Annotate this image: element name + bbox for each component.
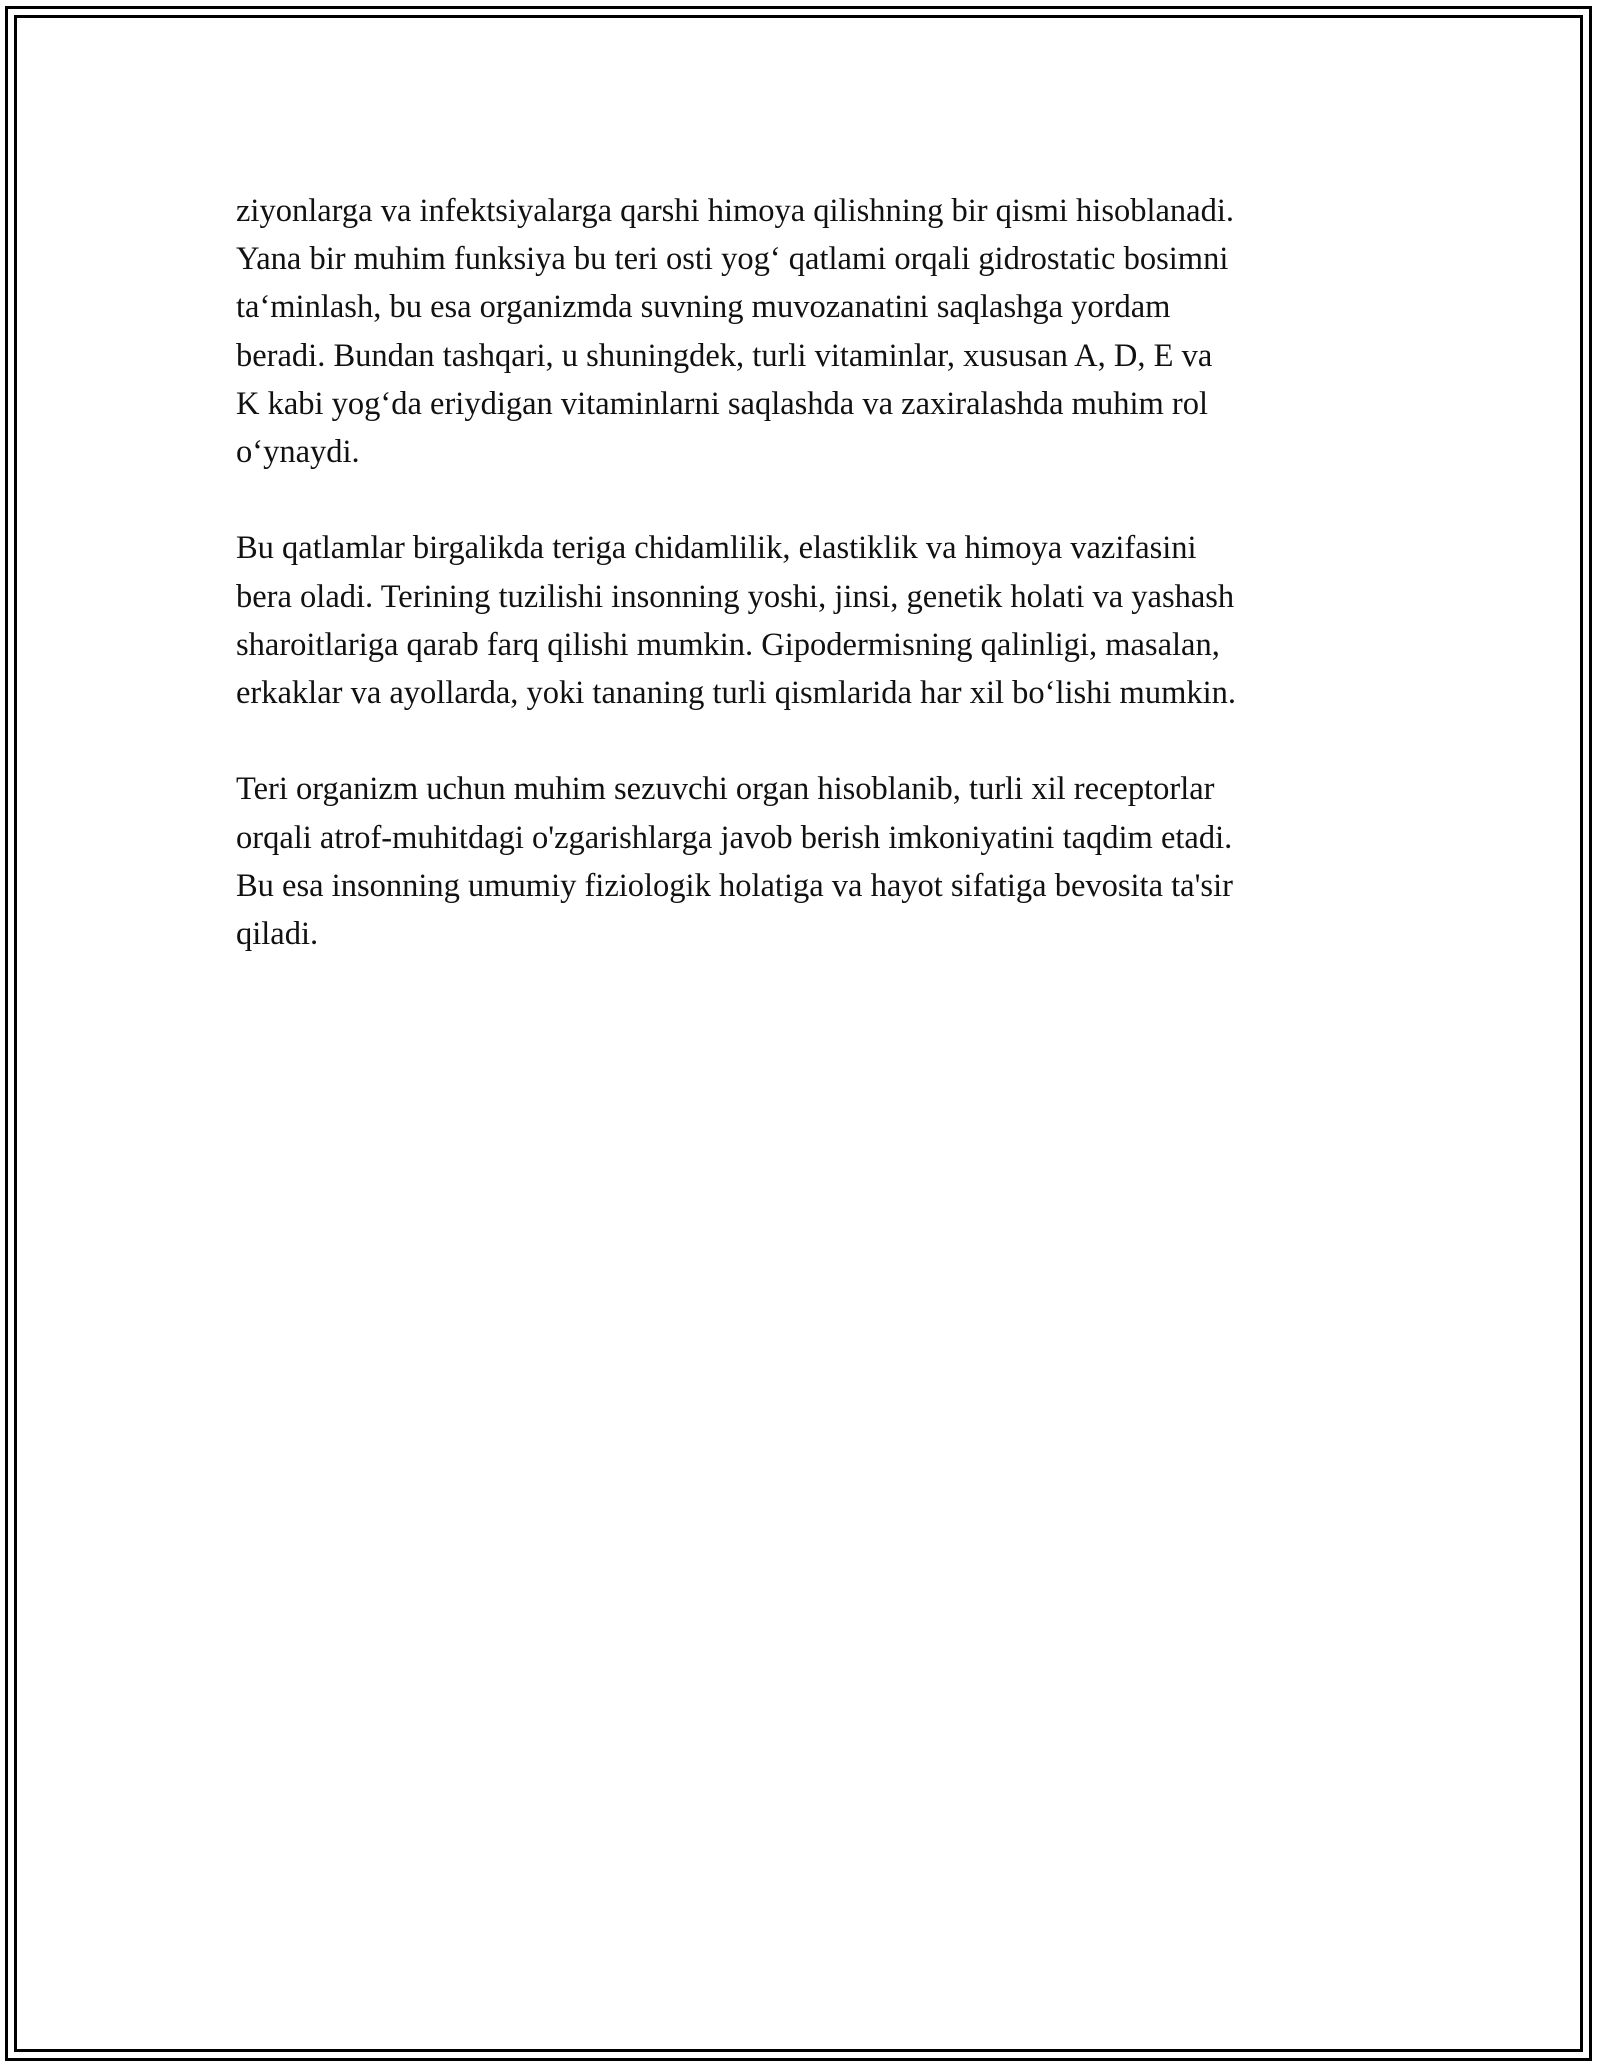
paragraph-2 — [236, 524, 1376, 717]
text-line: ta‘minlash, bu esa organizmda suvning muvozanatini saqlashga yordam — [236, 289, 1171, 326]
text-line: Bu qatlamlar birgalikda teriga chidamlilik, elastiklik va himoya vazifasini — [236, 530, 1197, 567]
paragraph-3 — [236, 765, 1376, 958]
text-line: Bu esa insonning umumiy fiziologik holatiga va hayot sifatiga bevosita ta'sir — [236, 867, 1233, 904]
text-line: K kabi yog‘da eriydigan vitaminlarni saqlashda va zaxiralashda muhim rol — [236, 385, 1209, 422]
text-line: Yana bir muhim funksiya bu teri osti yog‘ qatlami orqali gidrostatic bosimni — [236, 241, 1229, 278]
text-line: bera oladi. Terining tuzilishi insonning yoshi, jinsi, genetik holati va yashash — [236, 578, 1235, 615]
text-line: Teri organizm uchun muhim sezuvchi organ hisoblanib, turli xil receptorlar — [236, 771, 1215, 808]
text-line: beradi. Bundan tashqari, u shuningdek, turli vitaminlar, xususan A, D, E va — [236, 337, 1213, 374]
document-body — [236, 187, 1376, 1006]
text-line: ziyonlarga va infektsiyalarga qarshi himoya qilishning bir qismi hisoblanadi. — [236, 193, 1234, 229]
text-line: o‘ynaydi. — [236, 434, 360, 471]
text-line: qiladi. — [236, 916, 319, 953]
paragraph-1 — [236, 187, 1376, 476]
text-line: sharoitlariga qarab farq qilishi mumkin. Gipodermisning qalinligi, masalan, — [236, 626, 1220, 663]
text-line: orqali atrof-muhitdagi o'zgarishlarga javob berish imkoniyatini taqdim etadi. — [236, 819, 1233, 856]
text-line: erkaklar va ayollarda, yoki tananing turli qismlarida har xil bo‘lishi mumkin. — [236, 675, 1237, 712]
